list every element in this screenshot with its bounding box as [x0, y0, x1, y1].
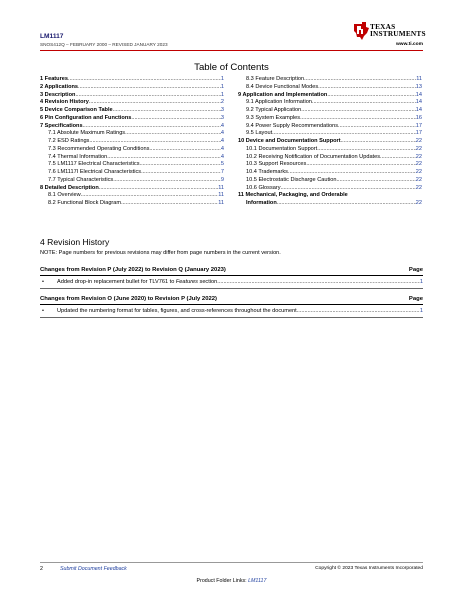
toc-entry[interactable]	[40, 130, 224, 138]
toc-entry-text: 8.2 Functional Block Diagram	[48, 200, 122, 206]
section-title: 4 Revision History	[40, 237, 110, 247]
toc-leader-dots	[140, 161, 221, 169]
toc-entry-text: 7.6 LM1117I Electrical Characteristics	[48, 169, 142, 175]
toc-page-link[interactable]: 3	[220, 107, 224, 113]
change-heading-row	[40, 267, 423, 275]
change-text: Updated the numbering format for tables, figures, and cross-references throughout the document	[57, 308, 297, 315]
submit-feedback-link[interactable]: Submit Document Feedback	[60, 566, 127, 572]
toc-entry-text: 9.3 System Examples	[246, 114, 301, 121]
toc-leader-dots	[341, 138, 416, 146]
revision-note: NOTE: Page numbers for previous revisions may differ from page numbers in the current version.	[40, 250, 281, 256]
page-number: 2	[40, 566, 43, 572]
change-block	[40, 296, 423, 318]
toc-leader-dots	[380, 154, 416, 162]
toc-page-link[interactable]: 1	[220, 83, 224, 90]
toc-leader-dots	[306, 161, 415, 169]
toc-right-column	[238, 76, 422, 208]
toc-page-link[interactable]: 4	[220, 130, 224, 137]
toc-entry[interactable]	[40, 123, 224, 131]
change-page-link[interactable]: 1	[419, 308, 423, 315]
change-item	[40, 279, 423, 285]
toc-leader-dots	[277, 200, 416, 208]
toc-leader-dots	[338, 123, 416, 131]
features-link[interactable]: Features	[175, 279, 198, 286]
toc-entry[interactable]	[40, 177, 224, 185]
toc-page-link[interactable]: 1	[220, 76, 224, 82]
toc-page-link[interactable]: 16	[415, 114, 422, 121]
change-heading: Changes from Revision P (July 2022) to Revision Q (January 2023)	[40, 267, 226, 273]
toc-leader-dots	[301, 107, 416, 115]
toc-page-link[interactable]: 9	[220, 176, 224, 183]
toc-entry[interactable]	[40, 146, 224, 154]
product-folder-label: Product Folder Links:	[196, 578, 249, 584]
toc-entry-text: 8.4 Device Functional Modes	[246, 83, 319, 90]
toc-leader-dots	[113, 177, 221, 185]
toc-page-link[interactable]: 17	[415, 130, 422, 137]
toc-page-link[interactable]: 22	[415, 200, 422, 206]
toc-entry[interactable]	[40, 169, 224, 177]
document-info: SNOS412Q – FEBRUARY 2000 – REVISED JANUARY 2023	[40, 42, 168, 47]
toc-page-link[interactable]: 22	[415, 176, 422, 183]
toc-leader-dots	[300, 115, 416, 123]
toc-page-link[interactable]: 22	[415, 138, 422, 144]
toc-leader-dots	[68, 76, 221, 84]
toc-entry-text: 9 Application and Implementation	[238, 91, 328, 98]
toc-leader-dots	[288, 169, 416, 177]
toc-entry[interactable]	[238, 99, 422, 107]
toc-entry[interactable]	[40, 154, 224, 162]
header-rule	[40, 50, 423, 51]
toc-entry-text: 3 Description	[40, 91, 76, 98]
item-rule	[40, 317, 423, 318]
toc-entry[interactable]	[238, 192, 422, 200]
toc-entry-text: 8.1 Overview	[48, 192, 81, 199]
toc-page-link[interactable]: 14	[415, 99, 422, 106]
toc-leader-dots	[113, 107, 221, 115]
part-number: LM1117	[40, 33, 64, 40]
toc-leader-dots	[75, 92, 220, 100]
toc-page-link[interactable]: 11	[218, 200, 224, 206]
toc-leader-dots	[327, 92, 415, 100]
toc-entry-text: Information	[246, 200, 277, 206]
change-page-link[interactable]: 1	[419, 279, 423, 286]
logo-line-2: INSTRUMENTS	[370, 29, 426, 39]
toc-entry[interactable]	[40, 115, 224, 123]
toc-entry-text: 9.1 Application Information	[246, 99, 312, 106]
toc-leader-dots	[121, 200, 218, 208]
toc-leader-dots	[272, 130, 416, 138]
change-item	[40, 308, 423, 314]
ti-logo-text	[370, 23, 426, 38]
toc-entry[interactable]	[238, 107, 422, 115]
page-column-label: Page	[408, 296, 423, 302]
toc-entry[interactable]	[238, 76, 422, 84]
toc-page-link[interactable]: 5	[220, 161, 224, 168]
toc-entry[interactable]	[40, 138, 224, 146]
toc-entry[interactable]	[40, 76, 224, 84]
toc-entry-text: 6 Pin Configuration and Functions	[40, 114, 132, 121]
toc-page-link[interactable]: 14	[415, 107, 422, 113]
toc-entry-text: 7.1 Absolute Maximum Ratings	[48, 130, 126, 137]
toc-page-link[interactable]: 4	[220, 122, 224, 129]
toc-entry-text: 10.5 Electrostatic Discharge Caution	[246, 176, 337, 183]
product-folder-link[interactable]: LM1117	[248, 578, 267, 584]
toc-entry-text: 4 Revision History	[40, 99, 89, 106]
toc-entry[interactable]	[40, 84, 224, 92]
toc-page-link[interactable]: 22	[415, 169, 422, 175]
change-rule	[40, 275, 423, 276]
toc-entry[interactable]	[238, 115, 422, 123]
toc-entry[interactable]	[40, 161, 224, 169]
toc-entry[interactable]	[238, 161, 422, 169]
bullet: •	[42, 308, 44, 315]
toc-page-link[interactable]: 13	[415, 83, 422, 90]
toc-page-link[interactable]: 3	[220, 114, 224, 121]
toc-leader-dots	[89, 99, 221, 107]
toc-leader-dots	[81, 192, 219, 200]
item-rule	[40, 288, 423, 289]
logo-line-1: TEXAS	[370, 22, 396, 31]
toc-entry[interactable]	[238, 84, 422, 92]
toc-entry[interactable]	[238, 138, 422, 146]
toc-page-link[interactable]: 4	[220, 153, 224, 160]
toc-page-link[interactable]: 22	[415, 161, 422, 168]
toc-entry-text: 5 Device Comparison Table	[40, 107, 113, 113]
toc-entry-text: 10.3 Support Resources	[246, 161, 307, 168]
toc-leader-dots	[141, 169, 221, 177]
toc-entry-text: 1 Features	[40, 76, 68, 82]
toc-page-link[interactable]: 1	[220, 91, 224, 98]
toc-entry-text: 9.2 Typical Application	[246, 107, 302, 113]
toc-entry-text: 8.3 Feature Description	[246, 76, 305, 82]
change-heading: Changes from Revision O (June 2020) to Revision P (July 2022)	[40, 296, 217, 302]
page-column-label: Page	[408, 267, 423, 273]
toc-page-link[interactable]: 22	[415, 184, 422, 191]
website-link[interactable]: www.ti.com	[396, 42, 423, 47]
toc-page-link[interactable]: 11	[218, 184, 224, 191]
toc-entry[interactable]	[40, 99, 224, 107]
toc-entry[interactable]	[238, 154, 422, 162]
toc-entry-text: 7.2 ESD Ratings	[48, 138, 90, 144]
toc-page-link[interactable]: 4	[220, 145, 224, 152]
toc-entry[interactable]	[238, 169, 422, 177]
toc-entry-text: 9.5 Layout	[246, 130, 273, 137]
toc-leader-dots	[107, 154, 221, 162]
product-folder-links	[0, 578, 463, 584]
toc-entry-text: 7 Specifications	[40, 122, 83, 129]
toc-entry-text: 10.6 Glossary	[246, 184, 281, 191]
bullet: •	[42, 279, 44, 286]
toc-entry[interactable]	[40, 192, 224, 200]
toc-entry[interactable]	[238, 92, 422, 100]
toc-leader-dots	[125, 130, 221, 138]
toc-leader-dots	[149, 146, 221, 154]
toc-page-link[interactable]: 4	[220, 138, 224, 144]
toc-page-link[interactable]: 7	[220, 169, 224, 175]
toc-entry-text: 8 Detailed Description	[40, 184, 99, 191]
toc-title: Table of Contents	[194, 62, 269, 73]
toc-entry-text: 9.4 Power Supply Recommendations	[246, 122, 339, 129]
change-block	[40, 267, 423, 289]
toc-page-link[interactable]: 11	[218, 192, 224, 199]
toc-entry-text: 10 Device and Documentation Support	[238, 138, 341, 144]
toc-entry-continued[interactable]	[238, 200, 422, 208]
toc-left-column	[40, 76, 224, 208]
leader-dots	[297, 308, 420, 314]
toc-entry[interactable]	[238, 185, 422, 193]
toc-leader-dots	[281, 185, 416, 193]
toc-leader-dots	[83, 123, 221, 131]
toc-entry-text: 2 Applications	[40, 83, 79, 90]
toc-leader-dots	[312, 99, 416, 107]
toc-leader-dots	[78, 84, 221, 92]
toc-page-link[interactable]: 17	[415, 122, 422, 129]
copyright: Copyright © 2023 Texas Instruments Incorporated	[315, 566, 423, 571]
toc-entry[interactable]	[238, 130, 422, 138]
change-text: Added drop-in replacement bullet for TLV761 to Features section	[57, 279, 218, 286]
change-heading-row	[40, 296, 423, 304]
toc-leader-dots	[336, 177, 415, 185]
toc-page-link[interactable]: 2	[220, 99, 224, 106]
toc-page-link[interactable]: 14	[415, 91, 422, 98]
toc-entry[interactable]	[40, 92, 224, 100]
toc-entry-text: 10.1 Documentation Support	[246, 145, 318, 152]
toc-entry-text: 7.5 LM1117 Electrical Characteristics	[48, 161, 140, 168]
ti-logo-icon	[353, 22, 369, 40]
ti-logo[interactable]	[353, 22, 433, 42]
toc-page-link[interactable]: 11	[416, 76, 422, 82]
toc-leader-dots	[318, 84, 416, 92]
toc-entry-text: 10.4 Trademarks	[246, 169, 288, 175]
toc-entry[interactable]	[40, 107, 224, 115]
toc-entry-text: 7.7 Typical Characteristics	[48, 176, 114, 183]
toc-leader-dots	[89, 138, 221, 146]
toc-entry[interactable]	[238, 177, 422, 185]
toc-entry[interactable]	[238, 146, 422, 154]
toc-page-link[interactable]: 22	[415, 145, 422, 152]
footer-rule	[40, 562, 423, 563]
toc-entry-text: 10.2 Receiving Notification of Documentation Updates	[246, 153, 381, 160]
toc-leader-dots	[317, 146, 416, 154]
toc-entry[interactable]	[40, 185, 224, 193]
toc-entry-text: 7.4 Thermal Information	[48, 153, 108, 160]
toc-leader-dots	[99, 185, 218, 193]
toc-entry-text: 11 Mechanical, Packaging, and Orderable	[238, 192, 348, 199]
toc-entry-text: 7.3 Recommended Operating Conditions	[48, 145, 150, 152]
toc-entry[interactable]	[40, 200, 224, 208]
toc-entry[interactable]	[238, 123, 422, 131]
change-rule	[40, 304, 423, 305]
toc-leader-dots	[131, 115, 221, 123]
leader-dots	[217, 279, 420, 285]
toc-page-link[interactable]: 22	[415, 153, 422, 160]
toc-leader-dots	[304, 76, 416, 84]
